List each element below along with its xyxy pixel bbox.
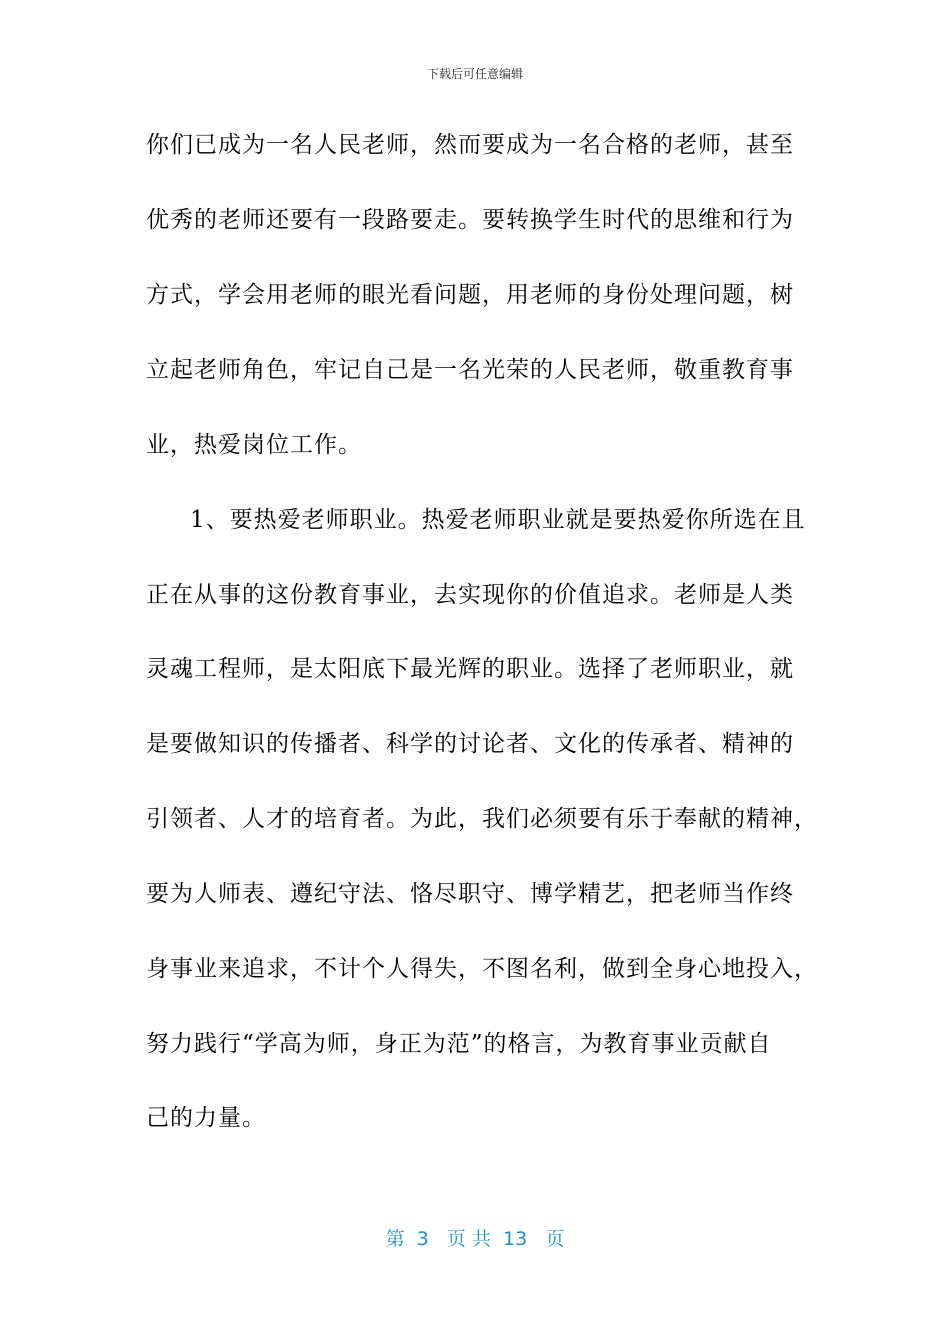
page-number-footer: 第 3 页 共 13 页 — [385, 1228, 565, 1250]
paragraph-1-line-2: 优秀的老师还要有一段路要走。要转换学生时代的思维和行为 — [146, 207, 794, 233]
paragraph-2-line-3: 灵魂工程师，是太阳底下最光辉的职业。选择了老师职业，就 — [146, 656, 794, 682]
paragraph-1-line-1: 你们已成为一名人民老师，然而要成为一名合格的老师，甚至 — [146, 132, 794, 158]
paragraph-2-line-1: 1、要热爱老师职业。热爱老师职业就是要热爱你所选在且 — [190, 507, 806, 533]
paragraph-1-line-4: 立起老师角色，牢记自己是一名光荣的人民老师，敬重教育事 — [146, 357, 794, 383]
paragraph-1-line-5: 业，热爱岗位工作。 — [146, 432, 362, 458]
paragraph-2-line-8: 努力践行“学高为师，身正为范”的格言，为教育事业贡献自 — [146, 1031, 772, 1057]
paragraph-2-line-2: 正在从事的这份教育事业，去实现你的价值追求。老师是人类 — [146, 582, 794, 608]
paragraph-2-line-6: 要为人师表、遵纪守法、恪尽职守、博学精艺，把老师当作终 — [146, 881, 794, 907]
paragraph-2-line-7: 身事业来追求，不计个人得失，不图名利，做到全身心地投入， — [146, 956, 818, 982]
page-header: 下载后可任意编辑 — [426, 67, 523, 81]
paragraph-2-line-9: 己的力量。 — [146, 1105, 266, 1131]
paragraph-1-line-3: 方式，学会用老师的眼光看问题，用老师的身份处理问题，树 — [146, 282, 794, 308]
paragraph-2-line-4: 是要做知识的传播者、科学的讨论者、文化的传承者、精神的 — [146, 731, 794, 757]
paragraph-2-line-5: 引领者、人才的培育者。为此，我们必须要有乐于奉献的精神， — [146, 806, 818, 832]
